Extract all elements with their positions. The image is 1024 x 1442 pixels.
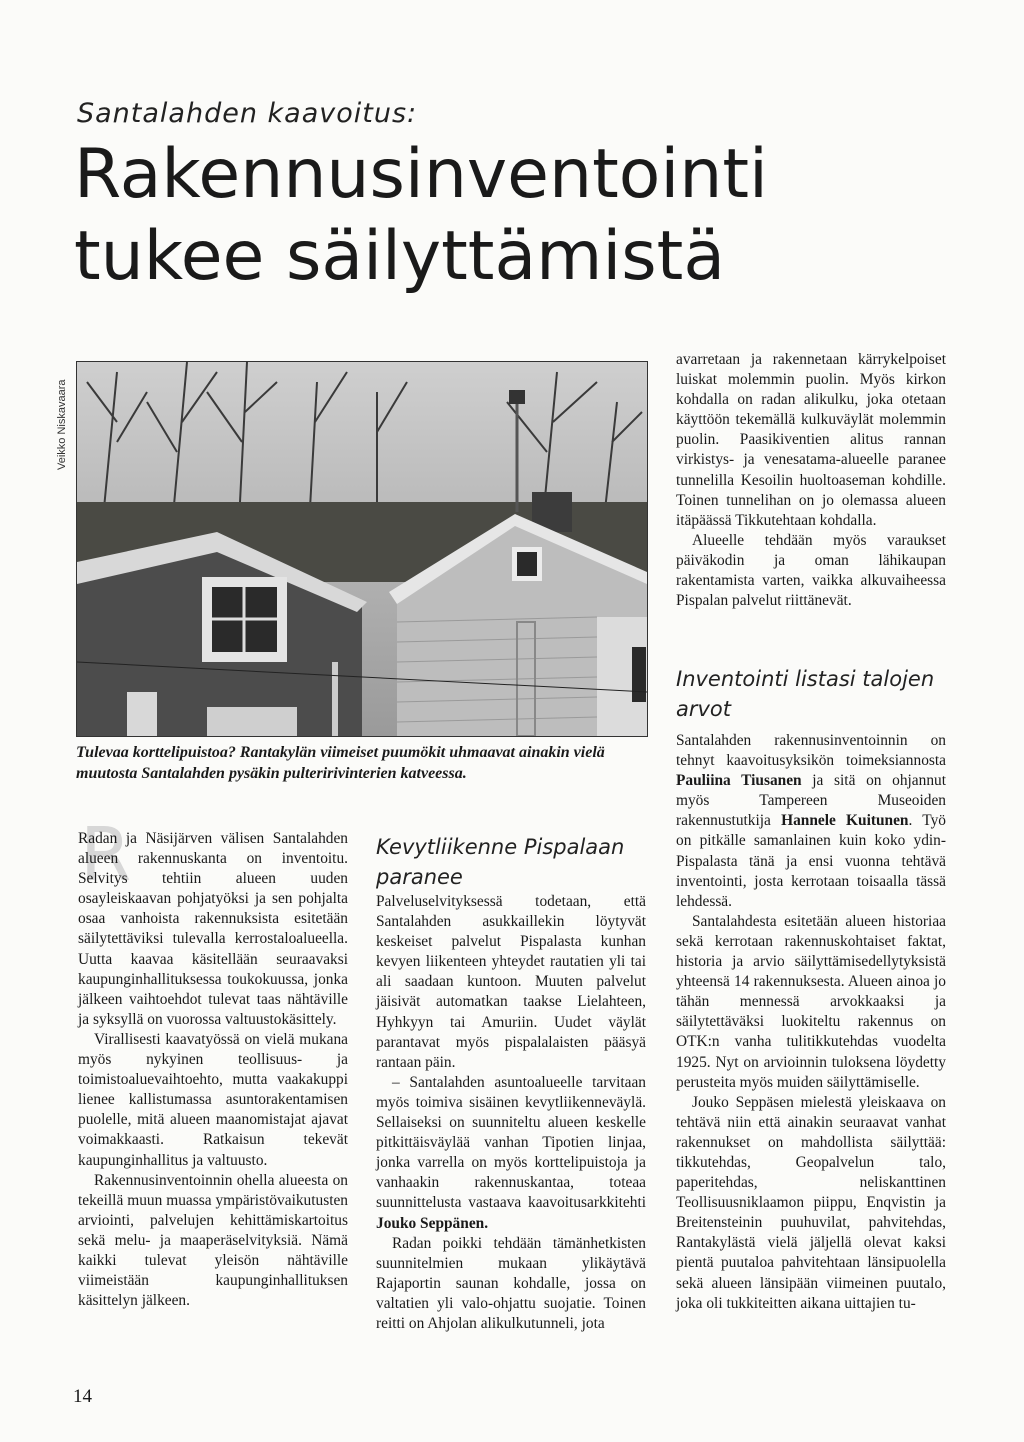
photo-credit: Veikko Niskavaara [56,379,68,470]
paragraph: Rakennusinventoinnin ohella alueesta on tekeillä muun muassa ympäristövaikutusten arviointi, palvelujen kehittämiskartoitus sekä melu- ja maaperäselvityksiä. Nämä kaikki tulevat yleisön nähtäville viimeistään kaupunginhallituksen käsittelyn jälkeen. [78,1171,348,1310]
paragraph: Jouko Seppäsen mielestä yleiskaava on tehtävä niin että ainakin seuraavat vanhat rakennukset on mahdollista säilyttää: tikkutehdas, Geopalvelun talo, paperitehdas, neliskanttinen Teollisuusniklaamon piippu, Enqvistin ja Breitensteinin puuhuvilat, pahvitehdas, Rantakylästä vielä jäljellä olevat kaksi pientä puutaloa pahvitehtaan länsipuolella sekä alueen länsipään viimeinen puutalo, joka oli tukkiteitten aikana uittajien tu- [676,1093,946,1312]
subhead-inventointi: Inventointi listasi talojen arvot [676,667,935,721]
person-name: Hannele Kuitunen [781,812,909,830]
page-title [74,134,768,298]
column-3-top [676,350,946,611]
paragraph-text: Santalahden rakennusinventoinnin on tehnyt kaavoitusyksikön toimeksiannosta [676,732,946,770]
title-line-2: tukee säilyttämistä [74,217,726,296]
cottages-illustration [77,362,647,736]
paragraph: Alueelle tehdään myös varaukset päiväkodin ja oman lähikaupan rakentamista varten, vaikka alkuvaiheessa Pispalan palvelut riittänevät. [676,531,946,610]
photo-caption: Tulevaa korttelipuistoa? Rantakylän viimeiset puumökit uhmaavat ainakin vielä muutosta Santalahden pysäkin pulteririvinterien katveessa. [76,744,605,782]
subhead-kevytliikenne: Kevytliikenne Pispalaan paranee [376,835,625,889]
paragraph: Virallisesti kaavatyössä on vielä mukana myös nykyinen teollisuus- ja toimistoaluevaihtoehto, mutta vaakakuppi lienee kallistumassa asuntorakentamisen puolelle, mitä alueen maanomistajat ajavat voimakkaasti. Ratkaisun tekevät kaupunginhallitus ja valtuusto. [78,1030,348,1169]
paragraph: Santalahdesta esitetään alueen historiaa sekä kerrotaan rakennuskohtaiset faktat, historia ja arvio säilyttämisedellytyksistä yhteensä 14 rakennuksesta. Alueen ainoa jo tähän mennessä arvokkaaksi ja säilytettäväksi luokiteltu rakennus on OTK:n vanha tulitikkutehdas vuodelta 1925. Nyt on arvioinnin tuloksena löydetty perusteita myös muiden säilyttämiselle. [676,912,946,1091]
paragraph: Palveluselvityksessä todetaan, että Santalahden asukkaillekin löytyvät keskeiset palvelut Pispalasta kunhan kevyen liikenteen yhteydet rautatien yli tai ali saadaan kuntoon. Muuten palvelut jäisivät automatkan taakse Lielahteen, Hyhkyyn tai Amuriin. Uudet väylät parantavat myös pispalalaisten pääsyä rantaan päin. [376,893,646,1071]
paragraph-text: . Työ on pitkälle samanlainen kuin koko ydin-Pispalasta tänä ja ensi vuonna tehtävä inventointi, josta kerrotaan toisaalla tässä lehdessä. [676,812,947,910]
column-2 [376,892,646,1334]
paragraph: avarretaan ja rakennetaan kärrykelpoiset luiskat molemmin puolin. Myös kirkon kohdalla on radan alikulku, joka otetaan käyttöön tekemällä kulkuväylät molemmin puolin. Paasikiventien alitus rannan virkistys- ja venesatama-alueelle paranee tunnelilla Kesoilin huoltoaseman kohdille. Toinen tunnelihan on jo olemassa alueen itäpäässä Tikkutehtaan kohdalla. [676,351,946,529]
column-3-bottom [676,731,946,1314]
paragraph: Radan poikki tehdään tämänhetkisten suunnitelmien mukaan ylikäytävä Rajaportin saunan kohdalle, jossa on valtatien yli valo-ohjattu suojatie. Toinen reitti on Ahjolan alikulkutunneli, jota [376,1234,646,1332]
title-line-1: Rakennusinventointi [74,135,768,214]
paragraph [676,731,946,912]
column-1 [78,829,348,1311]
paragraph [376,1073,646,1234]
person-name: Jouko Seppänen. [376,1214,489,1232]
page-number: 14 [73,1386,92,1407]
paragraph-text: ja sitä on ohjannut myös Tampereen Museoiden rakennustutkija [676,772,946,830]
paragraph-text: – Santalahden asuntoalueelle tarvitaan myös toimiva sisäinen kevytliikenneväylä. Sellaiseksi on suunniteltu alueen keskelle pitkittäisväylää vanhan Tipotien linjaa, jonka varrella on myös korttelipuistoja ja vanhaakin rakennuskantaa, toteaa suunnittelusta vastaava kaavoitusarkkitehti [376,1073,646,1212]
person-name: Pauliina Tiusanen [676,772,802,790]
paragraph: Radan ja Näsijärven välisen Santalahden alueen rakennuskanta on inventoitu. Selvitys tehtiin alueen uuden osayleiskaavan pohjatyöksi ja sen pohjalta osaa vanhoista rakennuksista esitetään säilytettäviksi tulevalla kerrostaloalueella. Uutta kaavaa käsitellään seuraavaksi kaupunginhallituksessa toukokuussa, jonka jälkeen vaihtoehdot tulevat taas nähtäville ja syksyllä on vuorossa valtuustokäsittely. [78,830,348,1028]
drop-cap: R [80,812,132,898]
kicker: Santalahden kaavoitus: [77,98,418,129]
article-photo [76,361,648,737]
